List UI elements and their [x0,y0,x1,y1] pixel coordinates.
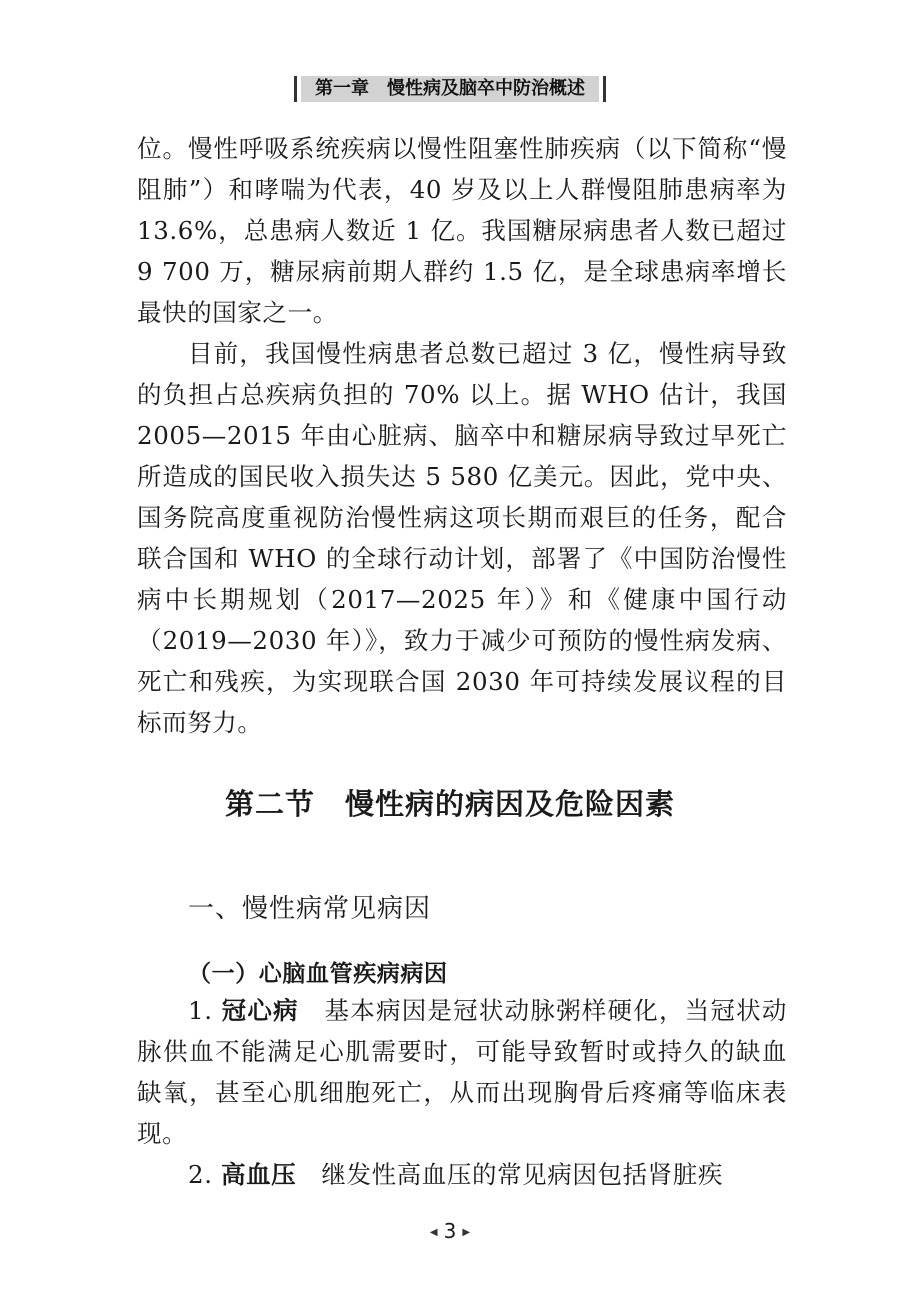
right-triangle-icon: ▶ [462,1227,471,1238]
item-number: 2. [188,1160,221,1189]
heading-level-2: （一）心脑血管疾病病因 [188,960,448,987]
heading-level-1: 一、慢性病常见病因 [188,894,432,924]
body-text-top [137,128,787,743]
list-item-coronary [137,990,787,1154]
item-text: 基本病因是冠状动脉粥样硬化，当冠状动脉供血不能满足心肌需要时，可能导致暂时或持久的缺血缺氧，甚至心肌细胞死亡，从而出现胸骨后疼痛等临床表现。 [137,996,787,1148]
item-number: 1. [188,996,222,1025]
page-footer [0,1219,900,1243]
list-item-hypertension [137,1154,787,1195]
item-term: 冠心病 [221,996,299,1025]
left-triangle-icon: ◀ [429,1227,438,1238]
running-head-right-bar [603,76,606,102]
paragraph-continued: 位。慢性呼吸系统疾病以慢性阻塞性肺疾病（以下简称“慢阻肺”）和哮喘为代表，40 岁及以上人群慢阻肺患病率为 13.6%，总患病人数近 1 亿。我国糖尿病患者人数已超过 9 700 万，糖尿病前期人群约 1.5 亿，是全球患病率增长最快的国家之一。 [137,134,787,327]
running-head [280,76,620,102]
paragraph-current-status: 目前，我国慢性病患者总数已超过 3 亿，慢性病导致的负担占总疾病负担的 70% 以上。据 WHO 估计，我国 2005—2015 年由心脏病、脑卒中和糖尿病导致过早死亡所造成的国民收入损失达 5 580 亿美元。因此，党中央、国务院高度重视防治慢性病这项长期而艰巨的任务，配合联合国和 WHO 的全球行动计划，部署了《中国防治慢性病中长期规划（2017—2025 年）》和《健康中国行动（2019—2030 年）》，致力于减少可预防的慢性病发病、死亡和残疾，为实现联合国 2030 年可持续发展议程的目标而努力。 [137,339,787,737]
section-title: 第二节 慢性病的病因及危险因素 [224,787,675,821]
item-term: 高血压 [220,1160,297,1189]
item-text: 继发性高血压的常见病因包括肾脏疾 [296,1160,723,1189]
running-head-left-bar [294,76,297,102]
running-head-title: 第一章 慢性病及脑卒中防治概述 [301,76,599,102]
body-text-bottom [137,990,787,1195]
page-number: 3 [443,1219,457,1243]
